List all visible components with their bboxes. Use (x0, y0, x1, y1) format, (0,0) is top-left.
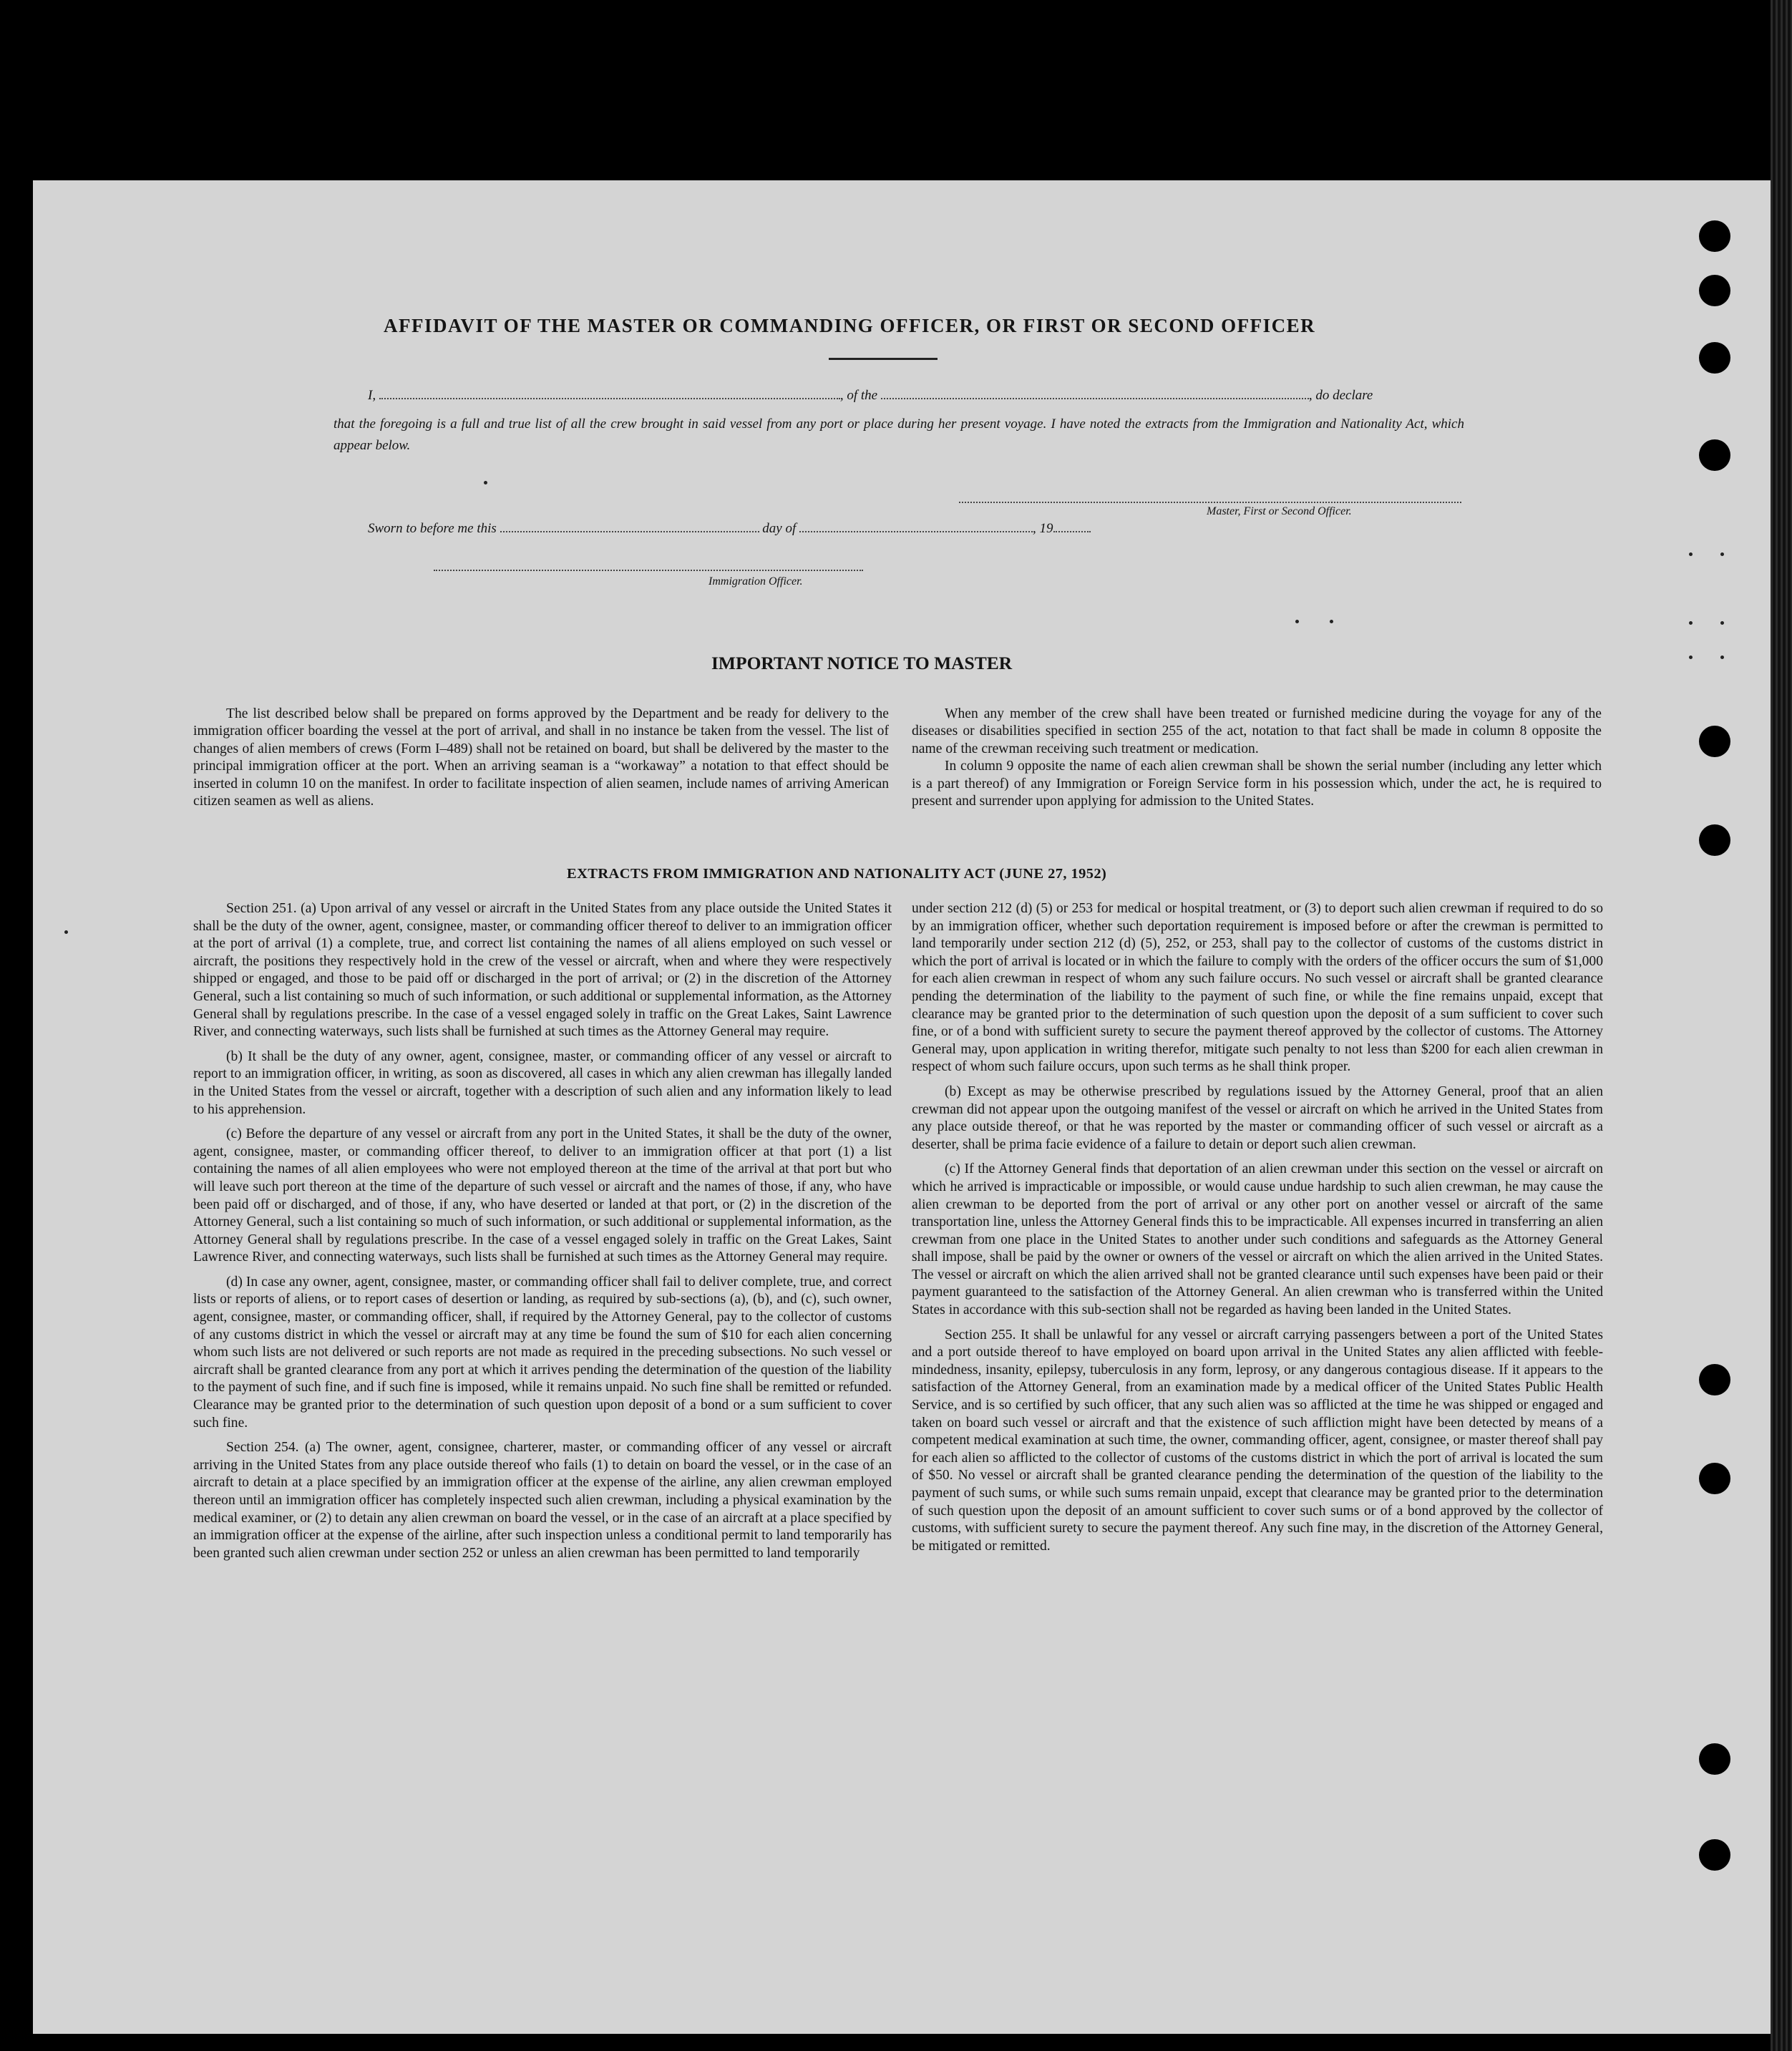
section-254-a-continued: under section 212 (d) (5) or 253 for medical or hospital treatment, or (3) to deport such alien crewman if required to do so by an immigration officer, whether such deportation requirement is imposed before or after the crewman is permitted to land temporarily under section 212 (d) (5), 252, or 253, shall pay to the collector of customs of the customs district in which the port of arrival is located or in which the failure to comply with the orders of the officer occurs the sum of $1,000 for each alien crewman in respect of whom any such failure occurs. No such vessel or aircraft shall be granted clearance pending the determination of the liability to the payment of such fine, or while the fine remains unpaid, except that clearance may be granted prior to the determination of such question upon the deposit of a sum sufficient to cover such fine, or of a bond with sufficient surety to secure the payment thereof approved by the collector of customs. The Attorney General may, upon application in writing therefor, mitigate such penalty to not less than $200 for each alien crewman in respect of whom such failure occurs, upon such terms as he shall think proper. (912, 901, 1603, 1075)
extracts-right-column (912, 900, 1603, 1555)
notice-left-paragraph: The list described below shall be prepared on forms approved by the Department and be ready for delivery to the immigration officer boarding the vessel at the port of arrival, and shall in no instance be taken from the vessel. The list of changes of alien members of crews (Form I–489) shall not be retained on board, but shall be delivered by the master to the principal immigration officer at the port. When an arriving seaman is a “workaway” a notation to that effect should be inserted in column 10 on the manifest. In order to facilitate inspection of alien seamen, include names of arriving American citizen seamen as well as aliens. (193, 706, 889, 809)
affidavit-of-the-label: , of the (839, 388, 878, 403)
affidavit-i-label: I, (368, 388, 376, 403)
notice-right-paragraph-1: When any member of the crew shall have been treated or furnished medicine during the voyage for any of the diseases or disabilities specified in section 255 of the act, notation to that fact shall be made in column 8 opposite the name of the crewman receiving such treatment or medication. (912, 706, 1602, 756)
scan-speck (1689, 656, 1693, 659)
section-254-b: (b) Except as may be otherwise prescribed by regulations issued by the Attorney General, proof that an alien crewman did not appear upon the outgoing manifest of the vessel or aircraft on which he arrived in the United States from any place outside thereof, or that he was reported by the master or commanding officer of such vessel or aircraft as a deserter, shall be prima facie evidence of a failure to detain or deport such alien crewman. (912, 1083, 1603, 1152)
section-254-a: Section 254. (a) The owner, agent, consignee, charterer, master, or commanding officer of any vessel or aircraft arriving in the United States from any place outside thereof who fails (1) to detain on board the vessel, or in the case of an aircraft to detain at a place specified by an immigration officer at the expense of the airline, any alien crewman employed thereon until an immigration officer has completely inspected such alien crewman, including a physical examination by the medical examiner, or (2) to detain any alien crewman on board the vessel, or in the case of an aircraft at a place specified by an immigration officer at the expense of the airline, after such inspection unless a conditional permit to land temporarily has been granted such alien crewman under section 252 or unless an alien crewman has been permitted to land temporarily (193, 1440, 892, 1561)
sworn-day-blank[interactable] (500, 521, 759, 532)
vessel-blank[interactable] (881, 388, 1309, 399)
affidavit-declaration: that the foregoing is a full and true list of all the crew brought in said vessel from any port or place during her present voyage. I have noted the extracts from the Immigration and Nationality Act, which appear below. (333, 416, 1464, 453)
sworn-year-blank[interactable] (1053, 521, 1091, 532)
section-254-c: (c) If the Attorney General finds that deportation of an alien crewman under this section on the vessel or aircraft on which he arrived is impracticable or impossible, or would cause undue hardship to such alien crewman, he may cause the alien crewman to be deported from the port of arrival or any other port on another vessel or aircraft of the same transportation line, unless the Attorney General finds this to be impracticable. All expenses incurred in transferring an alien crewman from one place in the United States to another under such conditions and safeguards as the Attorney General shall impose, shall be paid by the owner or owners of the vessel or aircraft on which the alien arrived in the United States. The vessel or aircraft on which the alien arrived shall not be granted clearance until such expenses have been paid or their payment guaranteed to the satisfaction of the Attorney General. An alien crewman who is transferred within the United States in accordance with this sub-section shall not be regarded as having been landed in the United States. (912, 1161, 1603, 1318)
notice-left-column (193, 706, 889, 810)
scan-edge (1771, 0, 1792, 2051)
section-255: Section 255. It shall be unlawful for any vessel or aircraft carrying passengers between a port of the United States and a port outside thereof to have employed on board upon arrival in the United States any alien afflicted with feeble-mindedness, insanity, epilepsy, tuberculosis in any form, leprosy, or any dangerous contagious disease. If it appears to the satisfaction of the Attorney General, from an examination made by a medical officer of the United States Public Health Service, and is so certified by such officer, that any such alien was so afflicted at the time he was shipped or engaged and taken on board such vessel or aircraft and that the existence of such affliction might have been detected by means of a competent medical examination at such time, the owner, commanding officer, agent, consignee, or master thereof shall pay for each alien so afflicted to the collector of customs of the customs district in which the port of arrival is located the sum of $50. No vessel or aircraft shall be granted clearance pending the determination of the question of the liability to the payment of such sums, or while such sums remain unpaid, except that clearance may be granted prior to the determination of such question upon the deposit of an amount sufficient to cover such sums or of a bond approved by the collector of customs, with sufficient surety to secure the payment thereof. Any such fine may, in the discretion of the Attorney General, be mitigated or remitted. (912, 1327, 1603, 1554)
section-251-d: (d) In case any owner, agent, consignee, master, or commanding officer shall fail to deliver complete, true, and correct lists or reports of aliens, or to report cases of desertion or landing, as required by sub-sections (a), (b), and (c), such owner, agent, consignee, master, or commanding officer, shall, if required by the Attorney General, pay to the collector of customs of any customs district in which the vessel or aircraft may at any time be found the sum of $10 for each alien concerning whom such lists are not delivered or such reports are not made as required in the preceding subsections. No such vessel or aircraft shall be granted clearance from any port at which it arrives pending the determination of the question of the liability to the payment of such fine, and if such fine is imposed, while it remains unpaid. No such fine shall be remitted or refunded. Clearance may be granted prior to the determination of such question upon deposit of a bond or a sum sufficient to cover such fine. (193, 1274, 892, 1431)
sworn-month-blank[interactable] (799, 521, 1033, 532)
notice-right-paragraph-2: In column 9 opposite the name of each alien crewman shall be shown the serial number (including any letter which is a part thereof) of any Immigration or Foreign Service form in his possession which, under the act, he is required to present and surrender upon applying for admission to the United States. (912, 759, 1602, 809)
scan-speck (64, 930, 68, 934)
punch-hole (1699, 1463, 1730, 1494)
scan-speck (1720, 552, 1724, 556)
notice-heading: IMPORTANT NOTICE TO MASTER (711, 653, 1013, 673)
punch-hole (1699, 220, 1730, 252)
punch-hole (1699, 1364, 1730, 1395)
extracts-left-column (193, 900, 892, 1562)
scan-speck (1689, 621, 1693, 625)
affidavit-title: AFFIDAVIT OF THE MASTER OR COMMANDING OFFICER, OR FIRST OR SECOND OFFICER (384, 315, 1316, 336)
section-251-a: Section 251. (a) Upon arrival of any vessel or aircraft in the United States from any place outside the United States it shall be the duty of the owner, agent, consignee, master, or commanding officer thereof to deliver to an immigration officer at the port of arrival (1) a complete, true, and correct list containing the names of all aliens employed on such vessel or aircraft, the positions they respectively hold in the crew of the vessel or aircraft, when and where they were respectively shipped or engaged, and those to be paid off or discharged in the port of arrival; or (2) in the discretion of the Attorney General, such a list containing so much of such information, or such additional or supplemental information, as the Attorney General shall by regulations prescribe. In the case of a vessel engaged solely in traffic on the Great Lakes, Saint Lawrence River, and connecting waterways, such lists shall be furnished at such times as the Attorney General may require. (193, 901, 892, 1040)
punch-hole (1699, 1839, 1730, 1871)
scan-speck (1720, 621, 1724, 625)
affidavit-do-declare-label: , do declare (1308, 388, 1373, 403)
signature-line[interactable] (959, 502, 1461, 503)
punch-hole (1699, 439, 1730, 471)
scan-speck (484, 481, 487, 484)
scan-speck (1330, 620, 1333, 623)
signature-caption: Master, First or Second Officer. (1207, 505, 1352, 517)
immigration-officer-line[interactable] (434, 570, 863, 571)
scan-speck (1689, 552, 1693, 556)
punch-hole (1699, 726, 1730, 757)
scan-speck (1720, 656, 1724, 659)
sworn-prefix: Sworn to before me this (368, 521, 497, 536)
punch-hole (1699, 824, 1730, 856)
sworn-line (368, 521, 1091, 537)
scan-speck (1295, 620, 1299, 623)
punch-hole (1699, 275, 1730, 306)
immigration-officer-caption: Immigration Officer. (708, 575, 803, 588)
title-underline (829, 358, 938, 360)
affidavit-line-1 (368, 388, 1373, 404)
document-page (33, 180, 1781, 2034)
punch-hole (1699, 1743, 1730, 1775)
punch-hole (1699, 342, 1730, 374)
notice-right-column (912, 706, 1602, 810)
section-251-c: (c) Before the departure of any vessel or aircraft from any port in the United States, it shall be the duty of the owner, agent, consignee, master, or commanding officer thereof, to deliver to an immigration officer at that port (1) a list containing the names of all alien employees who were not employed thereon at the time of the arrival at that port but who will leave such port thereon at the time of the departure of such vessel or aircraft and the names of those, if any, who have been paid off or discharged, and of those, if any, who have deserted or landed at that port, or (2) in the discretion of the Attorney General, such a list containing so much of such information, or such additional or supplemental information, as the Attorney General shall by regulations prescribe. In the case of a vessel engaged solely in traffic on the Great Lakes, Saint Lawrence River, and connecting waterways, such lists shall be furnished at such times as the Attorney General may require. (193, 1126, 892, 1265)
sworn-day-of: day of (762, 521, 797, 536)
section-251-b: (b) It shall be the duty of any owner, agent, consignee, master, or commanding officer of any vessel or aircraft to report to an immigration officer, in writing, as soon as discovered, all cases in which any alien crewman has illegally landed in the United States from the vessel or aircraft, together with a description of such alien and any information likely to lead to his apprehension. (193, 1048, 892, 1117)
name-blank[interactable] (379, 388, 840, 399)
extracts-heading: EXTRACTS FROM IMMIGRATION AND NATIONALITY ACT (JUNE 27, 1952) (567, 866, 1107, 882)
sworn-year-label: , 19 (1033, 521, 1053, 536)
